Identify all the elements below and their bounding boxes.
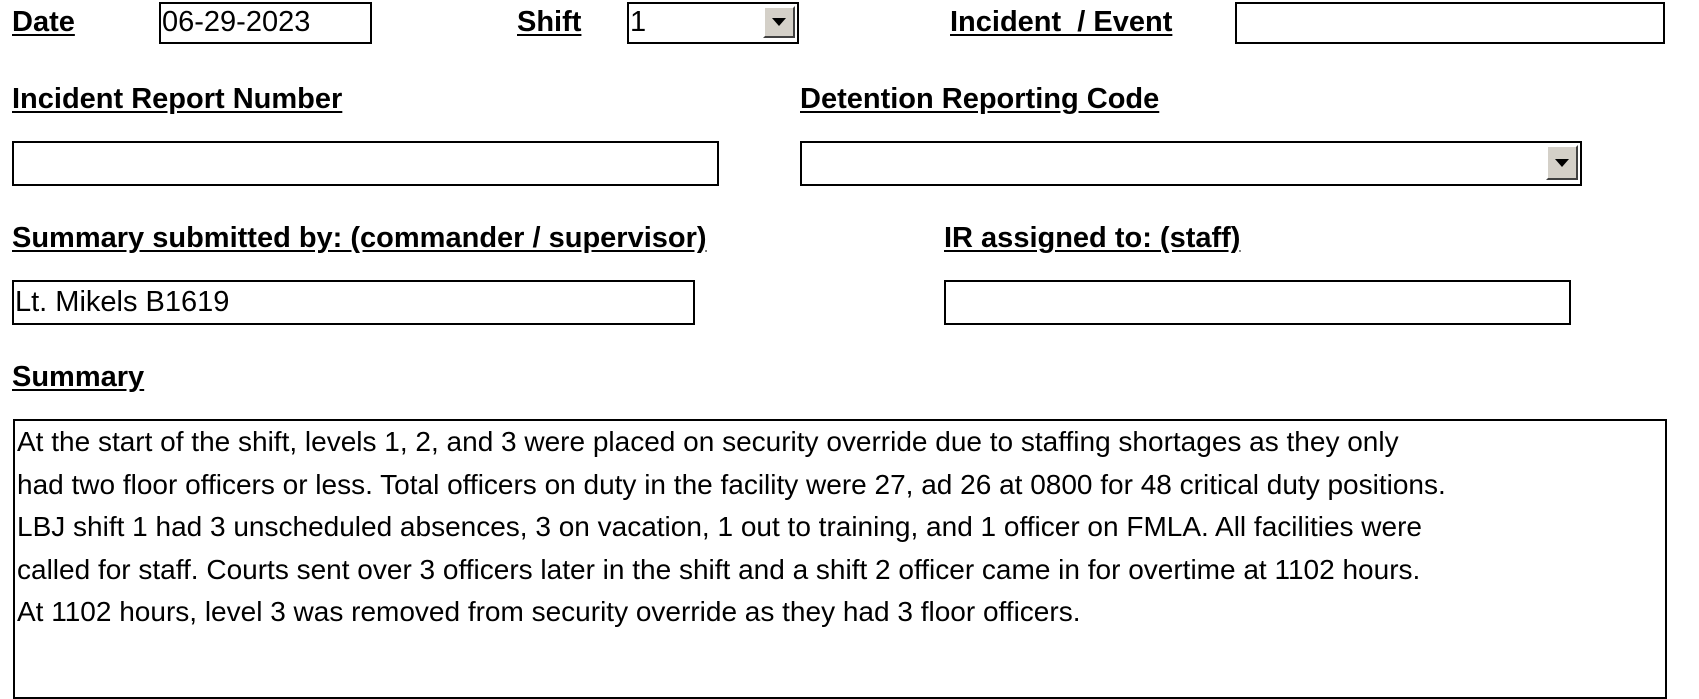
chevron-down-icon (1555, 159, 1569, 167)
summary-textarea[interactable]: At the start of the shift, levels 1, 2, and 3 were placed on security override due to staffing shortages as they only had two floor officers or less. Total officers on duty in the facility were 27, ad 26 at 0800 for 48 critical duty positions. LBJ shift 1 had 3 unscheduled absences, 3 on vacation, 1 out to training, and 1 officer on FMLA. All facilities were called for staff. Courts sent over 3 officers later in the shift and a shift 2 officer came in for overtime at 1102 hours. At 1102 hours, level 3 was removed from security override as they had 3 floor officers. (13, 419, 1667, 699)
date-label: Date (12, 6, 75, 38)
incident-report-number-field[interactable] (12, 141, 719, 186)
shift-dropdown-button[interactable] (763, 6, 795, 38)
ir-assigned-to-label: IR assigned to: (staff) (944, 222, 1241, 254)
summary-submitted-by-label: Summary submitted by: (commander / supervisor) (12, 222, 707, 254)
summary-label: Summary (12, 361, 145, 393)
summary-submitted-by-field[interactable]: Lt. Mikels B1619 (12, 280, 695, 325)
shift-label: Shift (517, 6, 582, 38)
shift-select[interactable] (627, 2, 799, 44)
shift-select-value: 1 (630, 6, 647, 38)
incident-event-field[interactable] (1235, 2, 1665, 44)
ir-assigned-to-field[interactable] (944, 280, 1571, 325)
chevron-down-icon (772, 18, 786, 26)
detention-code-dropdown-button[interactable] (1546, 145, 1578, 180)
date-field[interactable]: 06-29-2023 (159, 2, 372, 44)
incident-event-label: Incident / Event (950, 6, 1173, 38)
detention-reporting-code-select[interactable] (800, 141, 1582, 186)
detention-reporting-code-label: Detention Reporting Code (800, 83, 1160, 115)
incident-report-number-label: Incident Report Number (12, 83, 343, 115)
